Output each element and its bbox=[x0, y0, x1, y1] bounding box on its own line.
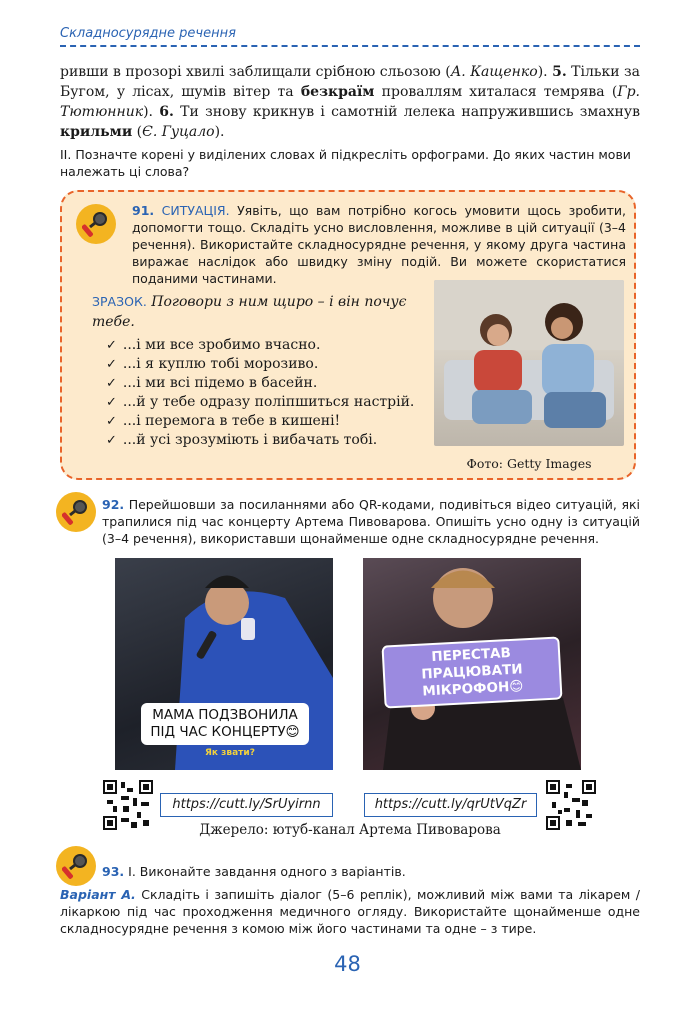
video-caption: ПЕРЕСТАВ ПРАЦЮВАТИ МІКРОФОН😊 bbox=[381, 636, 562, 708]
task-91-text: 91. СИТУАЦІЯ. Уявіть, що вам потрібно когось умовити щось зробити, допомогти тощо. Складіть усно висловлення, можливе в цій ситуації (3–4 речення). Використайте складносурядне речення, у якому друга частина виражає наслідок або швидку зміну подій. Ви можете скористатися поданими частинами. bbox=[132, 203, 627, 286]
variant-a-text: Варіант А. Складіть і запишіть діалог (5–6 реплік), можливий між вами та лікарем / лікаркою під час проходження медичного огляду. Використайте щонайменше одне складносурядне речення з комою між його частинами та одне – з тире. bbox=[60, 887, 640, 936]
sample-label: ЗРАЗОК. bbox=[92, 294, 147, 309]
microphone-icon bbox=[76, 204, 116, 244]
photo-caption: Фото: Getty Images bbox=[466, 456, 592, 471]
video-thumbnail-2[interactable] bbox=[363, 558, 581, 770]
situation-box bbox=[60, 190, 636, 480]
task-number: 92. bbox=[102, 497, 125, 512]
task-number: 93. bbox=[102, 864, 125, 879]
header-divider bbox=[60, 45, 640, 47]
photo-two-women bbox=[434, 280, 624, 446]
check-icon: ✓ bbox=[106, 338, 117, 353]
page-number: 48 bbox=[334, 952, 361, 976]
task-number: 91. bbox=[132, 203, 155, 218]
microphone-icon bbox=[56, 846, 96, 886]
task-label: СИТУАЦІЯ. bbox=[161, 203, 230, 218]
video-subtitle: Як звати? bbox=[205, 748, 255, 758]
video-thumbnail-1[interactable] bbox=[115, 558, 333, 770]
phrase-list bbox=[92, 336, 422, 450]
check-icon: ✓ bbox=[106, 395, 117, 410]
video-link-2[interactable]: https://cutt.ly/qrUtVqZr bbox=[364, 793, 537, 817]
video-source: Джерело: ютуб-канал Артема Пивоварова bbox=[199, 822, 501, 838]
variant-label: Варіант А. bbox=[60, 887, 136, 902]
list-item: ✓ ...й усі зрозуміють і вибачать тобі. bbox=[106, 432, 378, 448]
author: А. Кащенко bbox=[450, 64, 538, 80]
check-icon: ✓ bbox=[106, 433, 117, 448]
highlighted-word: крильми bbox=[60, 124, 133, 140]
sample-text: Поговори з ним щиро – і він почує тебе. bbox=[92, 294, 407, 330]
check-icon: ✓ bbox=[106, 376, 117, 391]
sentence-number: 6. bbox=[159, 104, 174, 120]
video-link-1[interactable]: https://cutt.ly/SrUyirnn bbox=[160, 793, 333, 817]
list-item: ✓ ...й у тебе одразу поліпшиться настрій. bbox=[106, 394, 415, 410]
list-item: ✓ ...і ми всі підемо в басейн. bbox=[106, 375, 318, 391]
sentence-number: 5. bbox=[552, 64, 567, 80]
task-92-text: 92. Перейшовши за посиланнями або QR-кодами, подивіться відео ситуацій, які трапилися під час концерту Артема Пивоварова. Опишіть усно одну із ситуацій (3–4 речення), використавши щонайменше одне складносурядне речення. bbox=[102, 497, 640, 546]
exercise-text: ривши в прозорі хвилі заблищали срібною сльозою (А. Кащенко). 5. Тільки за Бугом, у лісах, шумів вітер та безкраїм проваллям хиталася темрява (Гр. Тютюнник). 6. Ти знову крикнув і самотній лелека напружившись змахнув крильми (Є. Гуцало). bbox=[60, 64, 641, 140]
list-item: ✓ ...і ми все зробимо вчасно. bbox=[106, 337, 321, 353]
task-instruction: II. Позначте корені у виділених словах й підкресліть орфограми. До яких частин мови належать ці слова? bbox=[60, 147, 631, 179]
list-item: ✓ ...і перемога в тебе в кишені! bbox=[106, 413, 341, 429]
author: Гр. Тютюнник bbox=[60, 84, 640, 120]
author: Є. Гуцало bbox=[142, 124, 215, 140]
check-icon: ✓ bbox=[106, 414, 117, 429]
check-icon: ✓ bbox=[106, 357, 117, 372]
list-item: ✓ ...і я куплю тобі морозиво. bbox=[106, 356, 319, 372]
task-93-text: 93. I. Виконайте завдання одного з варіантів. bbox=[102, 864, 406, 879]
running-header: Складносурядне речення bbox=[60, 26, 236, 41]
microphone-icon bbox=[56, 492, 96, 532]
highlighted-word: безкраїм bbox=[300, 84, 375, 100]
sample-block bbox=[92, 292, 422, 450]
video-caption: МАМА ПОДЗВОНИЛА ПІД ЧАС КОНЦЕРТУ😊 bbox=[141, 703, 309, 745]
